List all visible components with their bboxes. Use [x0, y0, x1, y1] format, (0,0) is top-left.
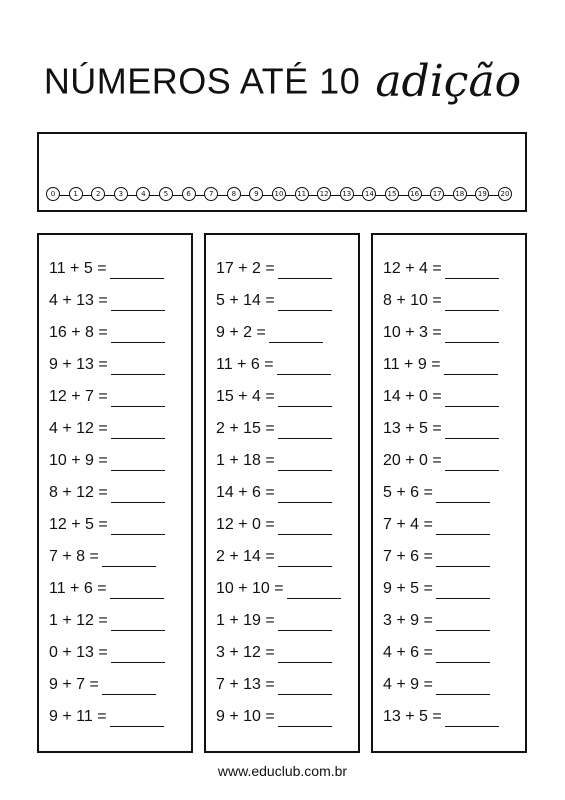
exercise-row	[216, 609, 332, 631]
exercise-row	[49, 257, 164, 279]
number-line-tick: 16	[408, 187, 422, 201]
exercise-row	[49, 449, 165, 471]
exercise-expression: 3 + 12 =	[216, 644, 275, 661]
exercise-row	[216, 289, 332, 311]
answer-blank[interactable]	[436, 516, 490, 535]
exercise-expression: 11 + 6 =	[49, 580, 107, 597]
exercise-row	[49, 417, 165, 439]
number-line-tick: 4	[136, 187, 150, 201]
exercise-expression: 12 + 0 =	[216, 516, 275, 533]
answer-blank[interactable]	[278, 644, 332, 663]
answer-blank[interactable]	[111, 292, 165, 311]
exercise-expression: 4 + 12 =	[49, 420, 108, 437]
exercise-row	[383, 545, 490, 567]
answer-blank[interactable]	[278, 260, 332, 279]
exercise-expression: 0 + 13 =	[49, 644, 108, 661]
exercise-expression: 12 + 7 =	[49, 388, 108, 405]
exercise-row	[383, 705, 499, 727]
exercise-expression: 7 + 4 =	[383, 516, 433, 533]
exercise-row	[49, 385, 165, 407]
number-line-tick: 12	[317, 187, 331, 201]
exercise-row	[216, 385, 332, 407]
exercise-expression: 15 + 4 =	[216, 388, 275, 405]
exercise-expression: 9 + 13 =	[49, 356, 108, 373]
answer-blank[interactable]	[445, 292, 499, 311]
number-line-tick: 20	[498, 187, 512, 201]
answer-blank[interactable]	[436, 644, 490, 663]
exercise-row	[49, 513, 165, 535]
answer-blank[interactable]	[436, 580, 490, 599]
answer-blank[interactable]	[445, 452, 499, 471]
exercise-expression: 10 + 10 =	[216, 580, 284, 597]
answer-blank[interactable]	[278, 388, 332, 407]
exercise-row	[216, 577, 341, 599]
answer-blank[interactable]	[278, 612, 332, 631]
answer-blank[interactable]	[278, 548, 332, 567]
answer-blank[interactable]	[278, 676, 332, 695]
exercise-row	[383, 385, 499, 407]
exercise-row	[216, 417, 332, 439]
exercise-row	[49, 705, 164, 727]
exercise-expression: 12 + 4 =	[383, 260, 442, 277]
exercise-row	[383, 417, 499, 439]
exercise-expression: 17 + 2 =	[216, 260, 275, 277]
exercise-row	[49, 673, 156, 695]
exercise-row	[383, 609, 490, 631]
exercise-row	[216, 353, 331, 375]
answer-blank[interactable]	[110, 260, 164, 279]
exercise-expression: 14 + 6 =	[216, 484, 275, 501]
exercise-row	[383, 673, 490, 695]
exercise-row	[383, 353, 498, 375]
answer-blank[interactable]	[269, 324, 323, 343]
number-line-tick: 7	[204, 187, 218, 201]
answer-blank[interactable]	[110, 580, 164, 599]
answer-blank[interactable]	[445, 708, 499, 727]
answer-blank[interactable]	[277, 356, 331, 375]
exercise-row	[216, 673, 332, 695]
number-line-tick: 6	[182, 187, 196, 201]
exercise-row	[216, 257, 332, 279]
exercise-row	[216, 545, 332, 567]
title-script: adição	[375, 56, 522, 107]
exercise-expression: 8 + 12 =	[49, 484, 108, 501]
exercise-row	[383, 577, 490, 599]
answer-blank[interactable]	[444, 356, 498, 375]
answer-blank[interactable]	[278, 516, 332, 535]
exercise-expression: 3 + 9 =	[383, 612, 433, 629]
number-line-tick: 1	[69, 187, 83, 201]
answer-blank[interactable]	[445, 420, 499, 439]
number-line-tick: 5	[159, 187, 173, 201]
exercise-row	[49, 481, 165, 503]
exercise-expression: 16 + 8 =	[49, 324, 108, 341]
answer-blank[interactable]	[278, 484, 332, 503]
answer-blank[interactable]	[436, 548, 490, 567]
exercise-row	[49, 609, 165, 631]
number-line-tick: 13	[340, 187, 354, 201]
exercise-column-2	[204, 233, 360, 753]
exercise-row	[383, 641, 490, 663]
number-line-tick: 8	[227, 187, 241, 201]
number-line-box	[37, 132, 527, 212]
exercise-row	[49, 353, 165, 375]
exercise-column-3	[371, 233, 527, 753]
exercise-expression: 8 + 10 =	[383, 292, 442, 309]
exercise-expression: 4 + 9 =	[383, 676, 433, 693]
answer-blank[interactable]	[111, 612, 165, 631]
exercise-row	[49, 289, 165, 311]
exercise-row	[383, 481, 490, 503]
exercise-expression: 13 + 5 =	[383, 708, 442, 725]
exercise-expression: 9 + 10 =	[216, 708, 275, 725]
exercise-expression: 9 + 7 =	[49, 676, 99, 693]
exercise-expression: 20 + 0 =	[383, 452, 442, 469]
exercise-row	[216, 513, 332, 535]
answer-blank[interactable]	[436, 612, 490, 631]
exercise-row	[216, 481, 332, 503]
exercise-row	[383, 321, 499, 343]
exercise-row	[216, 321, 323, 343]
number-line-tick: 10	[272, 187, 286, 201]
exercise-row	[216, 641, 332, 663]
answer-blank[interactable]	[110, 708, 164, 727]
exercise-expression: 14 + 0 =	[383, 388, 442, 405]
footer-url: www.educlub.com.br	[217, 763, 348, 779]
exercise-expression: 5 + 6 =	[383, 484, 433, 501]
exercise-expression: 10 + 9 =	[49, 452, 108, 469]
answer-blank[interactable]	[445, 260, 499, 279]
answer-blank[interactable]	[445, 324, 499, 343]
exercise-expression: 9 + 2 =	[216, 324, 266, 341]
exercise-row	[383, 257, 499, 279]
exercise-expression: 5 + 14 =	[216, 292, 275, 309]
exercise-row	[49, 545, 156, 567]
title-main: NÚMEROS ATÉ 10	[43, 60, 361, 102]
answer-blank[interactable]	[278, 708, 332, 727]
answer-blank[interactable]	[111, 388, 165, 407]
exercise-row	[216, 449, 332, 471]
answer-blank[interactable]	[111, 356, 165, 375]
answer-blank[interactable]	[278, 292, 332, 311]
exercise-expression: 10 + 3 =	[383, 324, 442, 341]
answer-blank[interactable]	[111, 324, 165, 343]
answer-blank[interactable]	[111, 484, 165, 503]
number-line-tick: 14	[362, 187, 376, 201]
exercise-expression: 13 + 5 =	[383, 420, 442, 437]
exercise-row	[383, 513, 490, 535]
exercise-column-1	[37, 233, 193, 753]
number-line-tick: 17	[430, 187, 444, 201]
number-line	[46, 187, 512, 203]
exercise-expression: 7 + 8 =	[49, 548, 99, 565]
exercise-expression: 4 + 6 =	[383, 644, 433, 661]
number-line-tick: 9	[249, 187, 263, 201]
number-line-tick: 18	[453, 187, 467, 201]
answer-blank[interactable]	[278, 420, 332, 439]
exercise-expression: 12 + 5 =	[49, 516, 108, 533]
answer-blank[interactable]	[436, 484, 490, 503]
exercise-expression: 1 + 19 =	[216, 612, 275, 629]
exercise-expression: 11 + 6 =	[216, 356, 274, 373]
number-line-tick: 3	[114, 187, 128, 201]
answer-blank[interactable]	[436, 676, 490, 695]
exercise-expression: 11 + 5 =	[49, 260, 107, 277]
exercise-expression: 2 + 14 =	[216, 548, 275, 565]
exercise-row	[49, 641, 165, 663]
exercise-expression: 1 + 12 =	[49, 612, 108, 629]
exercise-expression: 9 + 5 =	[383, 580, 433, 597]
answer-blank[interactable]	[445, 388, 499, 407]
exercise-expression: 11 + 9 =	[383, 356, 441, 373]
answer-blank[interactable]	[111, 452, 165, 471]
answer-blank[interactable]	[102, 676, 156, 695]
exercise-row	[49, 577, 164, 599]
exercise-expression: 1 + 18 =	[216, 452, 275, 469]
exercise-row	[383, 289, 499, 311]
exercise-expression: 9 + 11 =	[49, 708, 107, 725]
number-line-tick: 0	[46, 187, 60, 201]
answer-blank[interactable]	[111, 644, 165, 663]
exercise-expression: 4 + 13 =	[49, 292, 108, 309]
exercise-expression: 7 + 13 =	[216, 676, 275, 693]
answer-blank[interactable]	[102, 548, 156, 567]
exercise-row	[216, 705, 332, 727]
number-line-tick: 15	[385, 187, 399, 201]
exercise-row	[383, 449, 499, 471]
number-line-tick: 11	[295, 187, 309, 201]
answer-blank[interactable]	[287, 580, 341, 599]
number-line-tick: 2	[91, 187, 105, 201]
answer-blank[interactable]	[111, 420, 165, 439]
page-title	[0, 56, 565, 107]
exercise-expression: 7 + 6 =	[383, 548, 433, 565]
answer-blank[interactable]	[111, 516, 165, 535]
answer-blank[interactable]	[278, 452, 332, 471]
exercise-expression: 2 + 15 =	[216, 420, 275, 437]
number-line-tick: 19	[475, 187, 489, 201]
exercise-row	[49, 321, 165, 343]
